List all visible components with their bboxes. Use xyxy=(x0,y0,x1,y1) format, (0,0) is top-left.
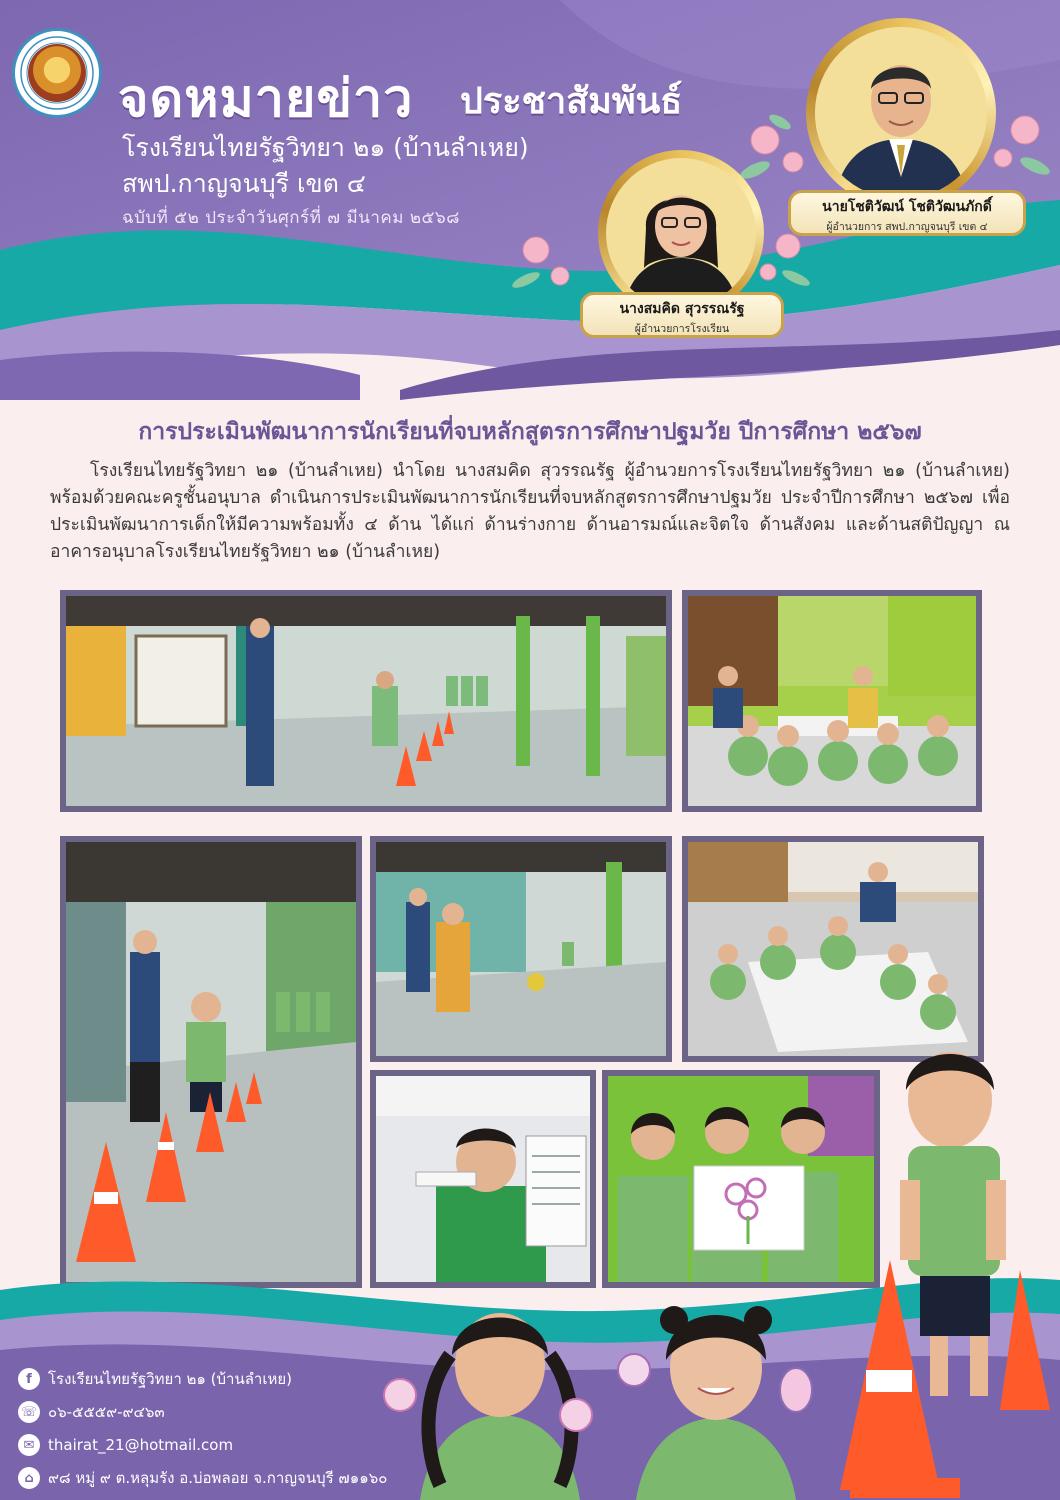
facebook-icon: f xyxy=(18,1368,40,1390)
school-name: โรงเรียนไทยรัฐวิทยา ๒๑ (บ้านลำเหย) xyxy=(122,133,529,162)
school-director-role: ผู้อำนวยการโรงเรียน xyxy=(634,323,730,335)
woman-portrait-icon xyxy=(606,158,756,308)
photo-table-activity xyxy=(682,836,984,1062)
contact-phone[interactable] xyxy=(18,1400,165,1424)
portrait-area-director xyxy=(806,18,996,208)
school-director-name: นางสมคิด สุวรรณรัฐ xyxy=(619,301,745,317)
facebook-page-name: โรงเรียนไทยรัฐวิทยา ๒๑ (บ้านลำเหย) xyxy=(48,1370,293,1388)
nameplate-area-director xyxy=(788,190,1026,236)
photo-cone-walking xyxy=(60,836,362,1288)
area-director-role: ผู้อำนวยการ สพป.กาญจนบุรี เขต ๔ xyxy=(826,221,988,233)
article-headline: การประเมินพัฒนาการนักเรียนที่จบหลักสูตรการศึกษาปฐมวัย ปีการศึกษา ๒๕๖๗ xyxy=(138,419,922,445)
phone-number: ๐๖-๕๕๕๙-๙๔๖๓ xyxy=(48,1403,165,1421)
issue-date: ฉบับที่ ๕๒ ประจำวันศุกร์ที่ ๗ มีนาคม ๒๕๖๘ xyxy=(122,208,460,228)
man-portrait-icon xyxy=(815,27,987,199)
contact-facebook[interactable] xyxy=(18,1367,292,1391)
logo-ring xyxy=(15,31,99,115)
photo-boy-with-cones xyxy=(840,1030,1060,1500)
photo-ball-activity xyxy=(370,836,672,1062)
article-body: โรงเรียนไทยรัฐวิทยา ๒๑ (บ้านลำเหย) นำโดย นางสมคิด สุวรรณรัฐ ผู้อำนวยการโรงเรียนไทยรัฐวิทยา ๒๑ (บ้านลำเหย) พร้อมด้วยคณะครูชั้นอนุบาล ดำเนินการประเมินพัฒนาการนักเรียนที่จบหลักสูตรการศึกษาปฐมวัย ประจำปีการศึกษา ๒๕๖๗ เพื่อประเมินพัฒนาการเด็กให้มีความพร้อมทั้ง ๔ ด้าน ได้แก่ ด้านร่างกาย ด้านอารมณ์และจิตใจ ด้านสังคม และด้านสติปัญญา ณ อาคารอนุบาลโรงเรียนไทยรัฐวิทยา ๒๑ (บ้านลำเหย) xyxy=(50,461,1010,562)
area-director-name: นายโชติวัฒน์ โชติวัฒนภักดิ์ xyxy=(822,199,992,215)
newsletter-subtitle: ประชาสัมพันธ์ xyxy=(460,81,683,122)
contact-email[interactable] xyxy=(18,1434,233,1456)
home-icon: ⌂ xyxy=(18,1467,40,1489)
email-icon: ✉ xyxy=(18,1434,40,1456)
area-office-name: สพป.กาญจนบุรี เขต ๔ xyxy=(122,169,366,198)
photo-girl-smiling xyxy=(596,1290,856,1500)
newsletter-title: จดหมายข่าว xyxy=(118,69,414,129)
email-address: thairat_21@hotmail.com xyxy=(48,1436,234,1454)
school-logo xyxy=(12,28,102,118)
postal-address: ๙๘ หมู่ ๙ ต.หลุมรัง อ.บ่อพลอย จ.กาญจนบุรี ๗๑๑๖๐ xyxy=(48,1469,388,1487)
phone-icon: ☏ xyxy=(18,1401,40,1423)
photo-corridor-cone-activity xyxy=(60,590,672,812)
photo-classroom-group xyxy=(682,590,982,812)
contact-address xyxy=(18,1466,387,1490)
nameplate-school-director xyxy=(580,292,784,338)
